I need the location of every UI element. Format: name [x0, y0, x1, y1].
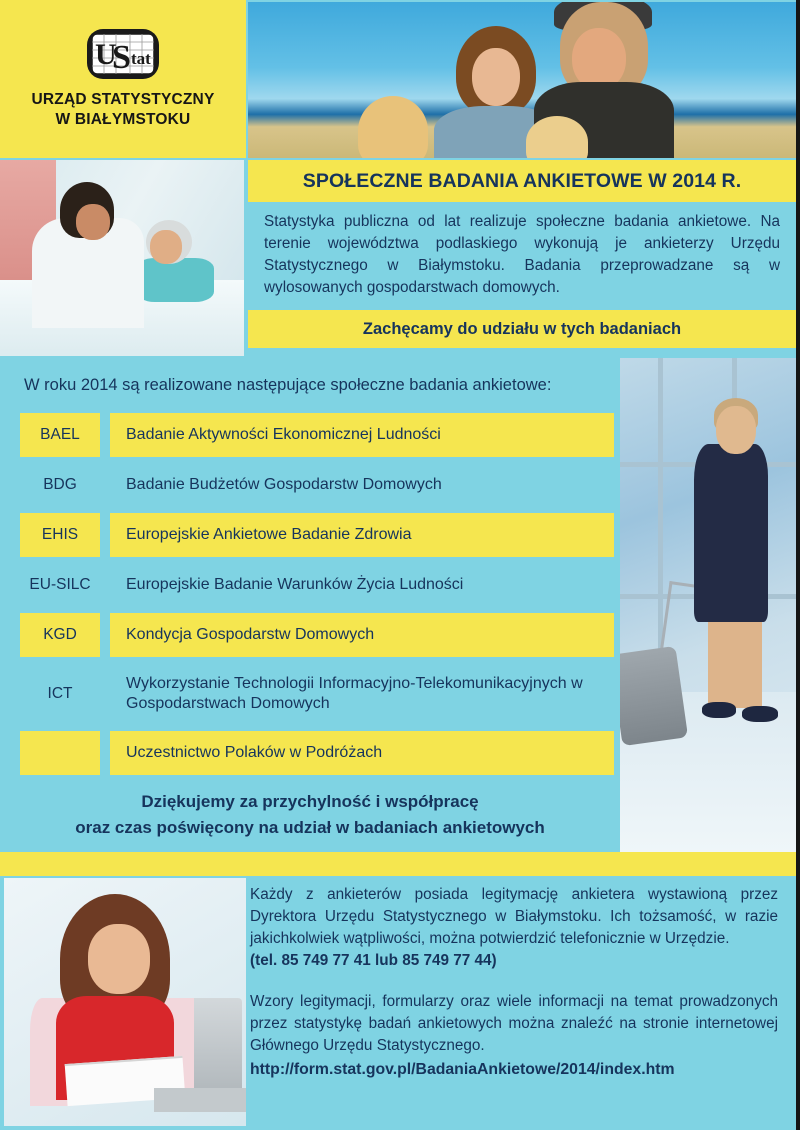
svg-text:tat: tat: [131, 49, 151, 69]
poster-header: [0, 0, 796, 158]
org-line-1: URZĄD STATYSTYCZNY: [31, 91, 215, 109]
surveys-list: [0, 413, 620, 775]
survey-code: BAEL: [20, 413, 100, 457]
survey-row: [0, 413, 620, 457]
organization-name: [32, 90, 215, 130]
us-stat-logo-icon: [86, 28, 160, 80]
logo-panel: [0, 0, 246, 158]
survey-name: Europejskie Ankietowe Badanie Zdrowia: [110, 513, 614, 557]
intro-block: [248, 202, 796, 310]
thanks-line-1: Dziękujemy za przychylność i współpracę: [141, 792, 479, 812]
survey-code: BDG: [43, 476, 77, 494]
svg-text:S: S: [112, 39, 131, 77]
survey-code: EHIS: [20, 513, 100, 557]
survey-code: KGD: [20, 613, 100, 657]
org-line-2: W BIAŁYMSTOKU: [55, 111, 191, 128]
survey-row: [0, 613, 620, 657]
survey-name: Uczestnictwo Polaków w Podróżach: [110, 731, 614, 775]
poster-title-text: SPOŁECZNE BADANIA ANKIETOWE W 2014 R.: [302, 169, 742, 192]
survey-name: Badanie Aktywności Ekonomicznej Ludności: [110, 413, 614, 457]
intro-paragraph: Statystyka publiczna od lat realizuje społeczne badania ankietowe. Na terenie województwa podlaskiego wykonują je ankieterzy Urzędu Statystycznego w Białymstoku. Badania przeprowadzane są w wylosowanych gospodarstwach domowych.: [264, 213, 780, 296]
surveys-section: [0, 356, 620, 852]
survey-name: Europejskie Badanie Warunków Życia Ludności: [126, 576, 464, 594]
survey-name: Badanie Budżetów Gospodarstw Domowych: [126, 476, 442, 494]
encouragement-text: Zachęcamy do udziału w tych badaniach: [362, 319, 682, 338]
survey-code: ICT: [47, 685, 73, 703]
survey-row: [0, 663, 620, 725]
footer-paragraph-2: Wzory legitymacji, formularzy oraz wiele informacji na temat prowadzonych przez statystykę badań ankietowych można znaleźć na stronie internetowej Głównego Urzędu Statystycznego.: [250, 993, 778, 1055]
doctor-patient-photo: [0, 160, 244, 358]
surveys-lead-text: W roku 2014 są realizowane następujące społeczne badania ankietowe:: [24, 376, 552, 394]
footer-url-link[interactable]: http://form.stat.gov.pl/BadaniaAnkietowe/2014/index.htm: [250, 1061, 675, 1079]
thanks-line-2: oraz czas poświęcony na udział w badaniach ankietowych: [75, 817, 545, 837]
thanks-block: [0, 789, 620, 840]
family-beach-photo: [248, 2, 796, 158]
survey-name: Kondycja Gospodarstw Domowych: [110, 613, 614, 657]
poster-title: [248, 160, 796, 202]
poster-footer: [0, 876, 796, 1130]
survey-code: [20, 731, 100, 775]
encouragement-bar: [248, 310, 796, 348]
survey-row: [0, 731, 620, 775]
survey-row: [0, 463, 620, 507]
footer-text-block: [250, 884, 790, 1082]
businesswoman-airport-photo: [620, 358, 796, 852]
header-gap-strip: [248, 348, 796, 356]
survey-row: [0, 563, 620, 607]
yellow-divider: [0, 852, 796, 876]
woman-on-phone-photo: [4, 878, 246, 1126]
survey-code: EU-SILC: [29, 576, 91, 594]
footer-phone-line: (tel. 85 749 77 41 lub 85 749 77 44): [250, 952, 497, 970]
svg-text:U: U: [95, 38, 117, 72]
survey-row: [0, 513, 620, 557]
footer-paragraph-1: Każdy z ankieterów posiada legitymację ankietera wystawioną przez Dyrektora Urzędu Statystycznego w Białymstoku. Ich tożsamość, w razie jakichkolwiek wątpliwości, można potwierdzić telefonicznie w Urzędzie.: [250, 886, 778, 948]
survey-name: Wykorzystanie Technologii Informacyjno-Telekomunikacyjnych w Gospodarstwach Domowych: [126, 674, 583, 713]
